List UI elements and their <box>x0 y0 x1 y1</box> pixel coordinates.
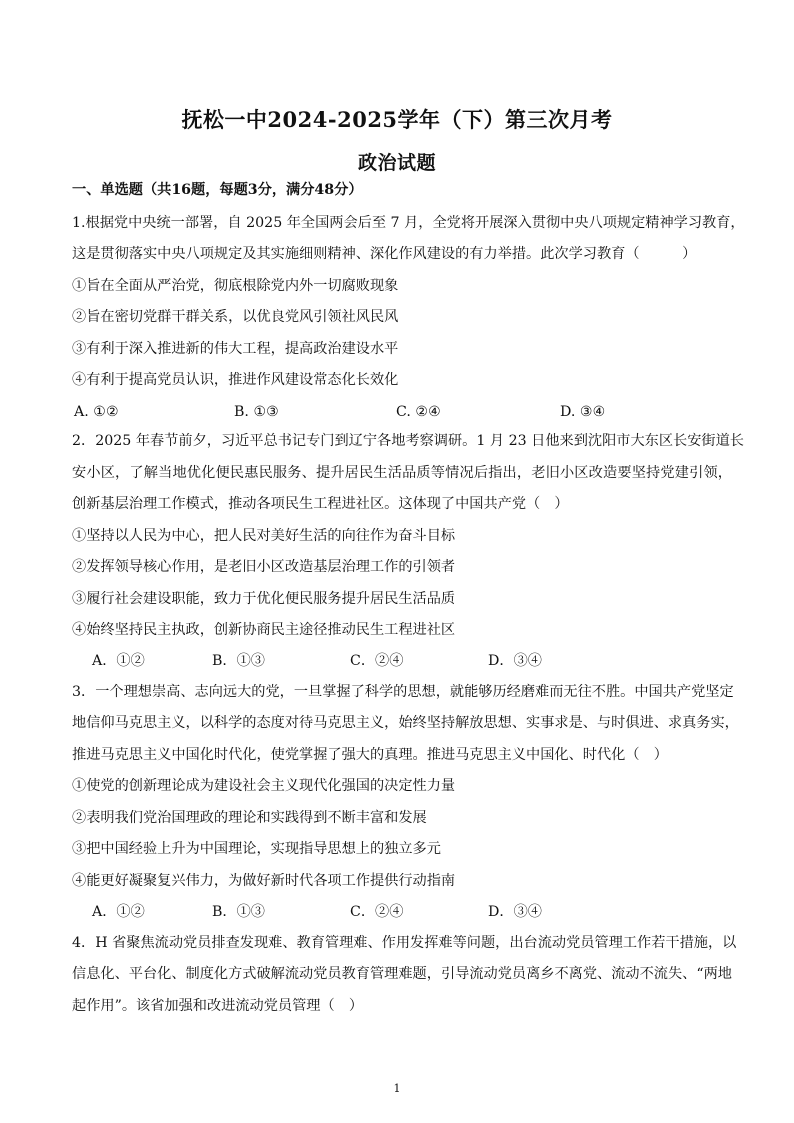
q3-option-c[interactable]: C．②④ <box>350 904 404 920</box>
q3-stem-line-2: 地信仰马克思主义，以科学的态度对待马克思主义，始终坚持解放思想、实事求是、与时俱进、求真务实， <box>72 715 739 731</box>
q3-item-2: ②表明我们党治国理政的理论和实践得到不断丰富和发展 <box>72 810 427 826</box>
q2-item-3: ③履行社会建设职能，致力于优化便民服务提升居民生活品质 <box>72 591 456 607</box>
q1-stem-line-1: 1.根据党中央统一部署，自 2025 年全国两会后至 7 月，全党将开展深入贯彻中央八项规定精神学习教育， <box>72 215 745 231</box>
q2-option-b[interactable]: B．①③ <box>212 653 265 669</box>
q3-option-a[interactable]: A．①② <box>92 904 145 920</box>
exam-subtitle: 政治试题 <box>357 152 436 174</box>
q3-option-b[interactable]: B．①③ <box>212 904 265 920</box>
q1-item-3: ③有利于深入推进新的伟大工程，提高政治建设水平 <box>72 341 399 357</box>
q3-item-1: ①使党的创新理论成为建设社会主义现代化强国的决定性力量 <box>72 778 456 794</box>
q4-stem-line-1: 4．H 省聚焦流动党员排查发现难、教育管理难、作用发挥难等问题，出台流动党员管理工作若干措施，以 <box>72 935 737 951</box>
q1-option-b[interactable]: B. ①③ <box>234 404 279 420</box>
q1-item-4: ④有利于提高党员认识，推进作风建设常态化长效化 <box>72 372 399 388</box>
q3-item-3: ③把中国经验上升为中国理论，实现指导思想上的独立多元 <box>72 841 441 857</box>
q4-stem-line-2: 信息化、平台化、制度化方式破解流动党员教育管理难题，引导流动党员离乡不离党、流动不流失、“两地 <box>72 966 732 982</box>
section-heading: 一、单选题（共16题，每题3分，满分48分） <box>72 182 363 198</box>
q2-option-a[interactable]: A．①② <box>92 653 145 669</box>
q2-item-1: ①坚持以人民为中心，把人民对美好生活的向往作为奋斗目标 <box>72 528 456 544</box>
q3-stem-line-1: 3．一个理想崇高、志向远大的党，一旦掌握了科学的思想，就能够历经磨难而无往不胜。中国共产党坚定 <box>72 684 734 700</box>
q1-option-a[interactable]: A. ①② <box>74 404 119 420</box>
q1-item-2: ②旨在密切党群干群关系，以优良党风引领社风民风 <box>72 309 399 325</box>
page-number: 1 <box>393 1082 401 1095</box>
q2-stem-line-3: 创新基层治理工作模式，推动各项民生工程进社区。这体现了中国共产党（ ） <box>72 496 569 512</box>
exam-title: 抚松一中2024-2025学年（下）第三次月考 <box>181 107 613 132</box>
q3-item-4: ④能更好凝聚复兴伟力，为做好新时代各项工作提供行动指南 <box>72 873 456 889</box>
q1-stem-line-2: 这是贯彻落实中央八项规定及其实施细则精神、深化作风建设的有力举措。此次学习教育（ ） <box>72 246 697 262</box>
q3-option-d[interactable]: D．③④ <box>488 904 542 920</box>
q2-stem-line-1: 2．2025 年春节前夕，习近平总书记专门到辽宁各地考察调研。1 月 23 日他来到沈阳市大东区长安街道长 <box>72 433 744 449</box>
q1-option-d[interactable]: D. ③④ <box>560 404 606 420</box>
q4-stem-line-3: 起作用”。该省加强和改进流动党员管理（ ） <box>72 998 364 1014</box>
q2-stem-line-2: 安小区，了解当地优化便民惠民服务、提升居民生活品质等情况后指出，老旧小区改造要坚持党建引领， <box>72 465 732 481</box>
q2-option-d[interactable]: D．③④ <box>488 653 542 669</box>
q2-item-4: ④始终坚持民主执政，创新协商民主途径推动民生工程进社区 <box>72 622 456 638</box>
q2-item-2: ②发挥领导核心作用，是老旧小区改造基层治理工作的引领者 <box>72 559 456 575</box>
q3-stem-line-3: 推进马克思主义中国化时代化，使党掌握了强大的真理。推进马克思主义中国化、时代化（ ） <box>72 747 668 763</box>
q2-option-c[interactable]: C．②④ <box>350 653 404 669</box>
q1-item-1: ①旨在全面从严治党，彻底根除党内外一切腐败现象 <box>72 278 399 294</box>
q1-option-c[interactable]: C. ②④ <box>396 404 441 420</box>
